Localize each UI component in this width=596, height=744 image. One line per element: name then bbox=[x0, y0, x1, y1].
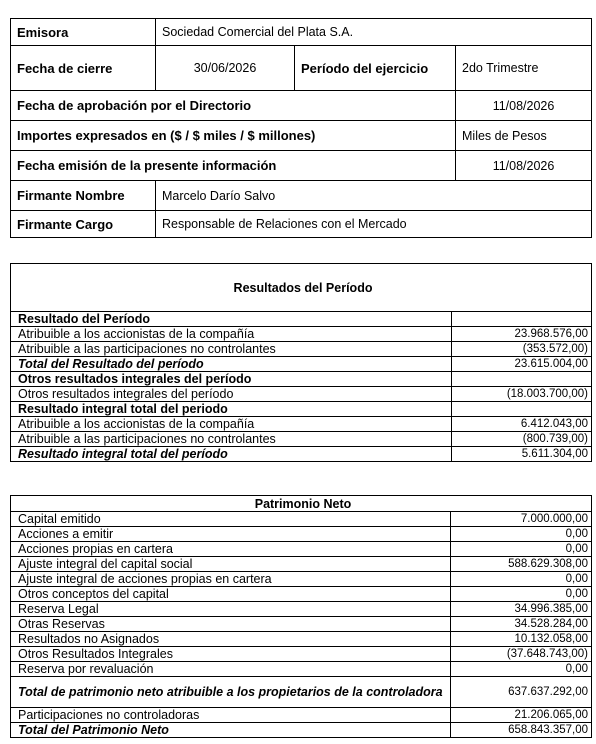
equity-row-label: Otras Reservas bbox=[11, 617, 451, 632]
results-row bbox=[11, 402, 592, 417]
results-title: Resultados del Período bbox=[11, 264, 592, 312]
results-row-label: Total del Resultado del período bbox=[11, 357, 452, 372]
firmante-nombre-value: Marcelo Darío Salvo bbox=[156, 181, 592, 211]
equity-row bbox=[11, 723, 592, 738]
equity-row-value: 10.132.058,00 bbox=[451, 632, 592, 647]
equity-row-value: 0,00 bbox=[451, 542, 592, 557]
results-row-value: 6.412.043,00 bbox=[452, 417, 592, 432]
equity-row bbox=[11, 647, 592, 662]
equity-row-value: 588.629.308,00 bbox=[451, 557, 592, 572]
emisora-value: Sociedad Comercial del Plata S.A. bbox=[156, 19, 592, 46]
emision-value: 11/08/2026 bbox=[456, 151, 592, 181]
equity-row bbox=[11, 557, 592, 572]
equity-row-label: Otros conceptos del capital bbox=[11, 587, 451, 602]
results-row-value: (800.739,00) bbox=[452, 432, 592, 447]
equity-row-label: Acciones a emitir bbox=[11, 527, 451, 542]
results-row-label: Atribuible a los accionistas de la compañía bbox=[11, 327, 452, 342]
results-row-value: (18.003.700,00) bbox=[452, 387, 592, 402]
emision-label: Fecha emisión de la presente información bbox=[11, 151, 456, 181]
results-row bbox=[11, 327, 592, 342]
equity-row-value: 34.996.385,00 bbox=[451, 602, 592, 617]
results-row-label: Resultado integral total del período bbox=[11, 447, 452, 462]
firmante-nombre-label: Firmante Nombre bbox=[11, 181, 156, 211]
equity-row-label: Resultados no Asignados bbox=[11, 632, 451, 647]
fecha-cierre-label: Fecha de cierre bbox=[11, 46, 156, 91]
approval-date-row bbox=[11, 91, 592, 121]
signer-role-row bbox=[11, 211, 592, 238]
equity-row-label: Reserva por revaluación bbox=[11, 662, 451, 677]
equity-row-value: 0,00 bbox=[451, 587, 592, 602]
firmante-cargo-label: Firmante Cargo bbox=[11, 211, 156, 238]
equity-row-value: 0,00 bbox=[451, 662, 592, 677]
results-row bbox=[11, 312, 592, 327]
emisora-label: Emisora bbox=[11, 19, 156, 46]
aprobacion-value: 11/08/2026 bbox=[456, 91, 592, 121]
equity-row bbox=[11, 527, 592, 542]
results-row-label: Atribuible a los accionistas de la compañía bbox=[11, 417, 452, 432]
results-row-label: Atribuible a las participaciones no controlantes bbox=[11, 342, 452, 357]
importes-label: Importes expresados en ($ / $ miles / $ millones) bbox=[11, 121, 456, 151]
equity-row-value: 637.637.292,00 bbox=[451, 677, 592, 708]
amounts-unit-row bbox=[11, 121, 592, 151]
equity-title-row bbox=[11, 496, 592, 512]
equity-row-label: Ajuste integral del capital social bbox=[11, 557, 451, 572]
equity-row bbox=[11, 708, 592, 723]
equity-row-label: Total del Patrimonio Neto bbox=[11, 723, 451, 738]
equity-row-value: 34.528.284,00 bbox=[451, 617, 592, 632]
importes-value: Miles de Pesos bbox=[456, 121, 592, 151]
results-row bbox=[11, 417, 592, 432]
results-row-value: 23.968.576,00 bbox=[452, 327, 592, 342]
issue-date-row bbox=[11, 151, 592, 181]
results-row-value bbox=[452, 372, 592, 387]
results-row bbox=[11, 447, 592, 462]
equity-row-value: 0,00 bbox=[451, 572, 592, 587]
signer-name-row bbox=[11, 181, 592, 211]
results-row-label: Otros resultados integrales del período bbox=[11, 387, 452, 402]
equity-row-label: Capital emitido bbox=[11, 512, 451, 527]
issuer-info-table bbox=[10, 18, 592, 238]
closing-date-row bbox=[11, 46, 592, 91]
results-row-value bbox=[452, 402, 592, 417]
equity-row-label: Total de patrimonio neto atribuible a los propietarios de la controladora bbox=[11, 677, 451, 708]
equity-row-label: Participaciones no controladoras bbox=[11, 708, 451, 723]
equity-row-value: 658.843.357,00 bbox=[451, 723, 592, 738]
equity-row bbox=[11, 677, 592, 708]
results-row bbox=[11, 357, 592, 372]
fecha-cierre-value: 30/06/2026 bbox=[156, 46, 295, 91]
equity-row-label: Ajuste integral de acciones propias en cartera bbox=[11, 572, 451, 587]
issuer-row bbox=[11, 19, 592, 46]
equity-row bbox=[11, 662, 592, 677]
results-row-label: Otros resultados integrales del período bbox=[11, 372, 452, 387]
results-row-value bbox=[452, 312, 592, 327]
aprobacion-label: Fecha de aprobación por el Directorio bbox=[11, 91, 456, 121]
results-row bbox=[11, 372, 592, 387]
equity-row bbox=[11, 512, 592, 527]
equity-row bbox=[11, 542, 592, 557]
equity-row-label: Otros Resultados Integrales bbox=[11, 647, 451, 662]
results-row-value: 5.611.304,00 bbox=[452, 447, 592, 462]
results-row bbox=[11, 387, 592, 402]
results-row bbox=[11, 432, 592, 447]
equity-row bbox=[11, 617, 592, 632]
equity-table bbox=[10, 495, 592, 738]
equity-row-label: Reserva Legal bbox=[11, 602, 451, 617]
results-row-label: Resultado del Período bbox=[11, 312, 452, 327]
equity-row bbox=[11, 587, 592, 602]
equity-row-value: 7.000.000,00 bbox=[451, 512, 592, 527]
equity-row-value: (37.648.743,00) bbox=[451, 647, 592, 662]
equity-row bbox=[11, 632, 592, 647]
results-row-value: (353.572,00) bbox=[452, 342, 592, 357]
results-row-label: Atribuible a las participaciones no controlantes bbox=[11, 432, 452, 447]
periodo-label: Período del ejercicio bbox=[295, 46, 456, 91]
period-results-table bbox=[10, 263, 592, 462]
equity-row-value: 0,00 bbox=[451, 527, 592, 542]
results-row-value: 23.615.004,00 bbox=[452, 357, 592, 372]
results-row bbox=[11, 342, 592, 357]
equity-row bbox=[11, 602, 592, 617]
equity-row bbox=[11, 572, 592, 587]
results-row-label: Resultado integral total del periodo bbox=[11, 402, 452, 417]
results-title-row bbox=[11, 264, 592, 312]
equity-title: Patrimonio Neto bbox=[11, 496, 592, 512]
equity-row-label: Acciones propias en cartera bbox=[11, 542, 451, 557]
equity-row-value: 21.206.065,00 bbox=[451, 708, 592, 723]
firmante-cargo-value: Responsable de Relaciones con el Mercado bbox=[156, 211, 592, 238]
periodo-value: 2do Trimestre bbox=[456, 46, 592, 91]
